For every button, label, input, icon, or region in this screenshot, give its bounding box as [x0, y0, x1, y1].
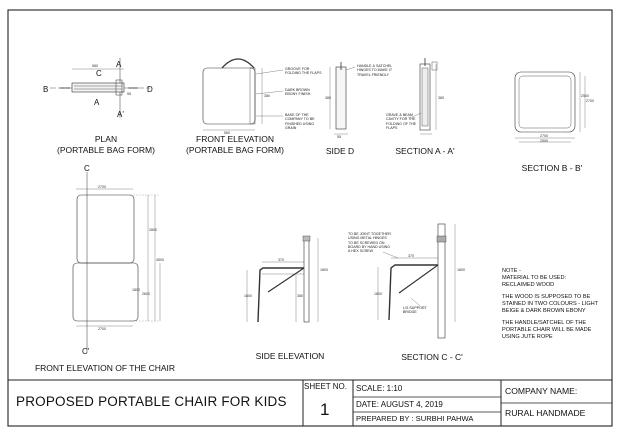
plan-label-line2: (PORTABLE BAG FORM)	[57, 145, 155, 155]
plan-view	[50, 58, 150, 118]
callout-groove: GROOVE FOR FOLDING THE FLAPS	[285, 67, 322, 76]
front-elevation-label-line1: FRONT ELEVATION	[196, 134, 274, 144]
front-elevation-chair-view	[73, 172, 160, 352]
dim-se-vertical: 380	[297, 294, 303, 298]
section-bb-label: SECTION B - B'	[521, 163, 583, 173]
dim-fe-height: 380	[264, 94, 270, 98]
dim-fe-width: 560	[224, 131, 230, 135]
dim-cc-width: 370	[408, 254, 414, 258]
prepared-by-text: PREPARED BY : SURBHI PAHWA	[356, 414, 474, 423]
dim-side-d-width: 55	[337, 135, 341, 139]
dim-fec-bottom: 2700	[98, 327, 106, 331]
marker-c: C	[96, 69, 102, 78]
marker-c-top-chair: C	[84, 164, 90, 173]
marker-a-top: A	[116, 60, 122, 69]
company-name: RURAL HANDMADE	[505, 408, 586, 418]
callout-support: L/S SUPPORT BRIDGE	[403, 306, 427, 315]
front-elevation-bag	[203, 59, 283, 130]
dim-se-depth: 1800	[244, 294, 252, 298]
side-d-view	[330, 62, 355, 134]
dim-fec-h4: 4500	[156, 258, 164, 262]
marker-a-prime: A'	[117, 110, 124, 119]
sheet-no-label: SHEET NO.	[304, 382, 347, 391]
side-elevation-view	[247, 236, 318, 322]
company-label: COMPANY NAME:	[505, 386, 578, 396]
dim-fec-h1: 2800	[149, 228, 157, 232]
dim-se-height: 1800	[320, 268, 328, 272]
note-stain: THE WOOD IS SUPPOSED TO BE STAINED IN TWO COLOURS - LIGHT BEIGE & DARK BROWN EBONY	[502, 294, 599, 314]
dim-side-d-height: 380	[325, 96, 331, 100]
drawing-title: PROPOSED PORTABLE CHAIR FOR KIDS	[16, 394, 287, 409]
side-d-label: SIDE D	[325, 146, 355, 156]
dim-bb-width-inner: 2500	[540, 139, 548, 143]
marker-d: D	[147, 85, 153, 94]
side-elevation-label: SIDE ELEVATION	[255, 351, 325, 361]
dim-fec-h3: 2600	[142, 292, 150, 296]
note-heading: NOTE -	[502, 268, 521, 274]
dim-bb-height-outer: 2700	[586, 99, 594, 103]
date-text: DATE: AUGUST 4, 2019	[356, 400, 443, 409]
callout-joint: TO BE JOINT TOGETHER USING METAL HINGES TO BE SCREWED ON BOARD BY HAND USING A HEX SCREW	[348, 232, 391, 254]
callout-dark-brown: DARK BROWN EBONY FINISH	[285, 88, 311, 97]
section-aa-label: SECTION A - A'	[395, 146, 455, 156]
marker-b: B	[43, 85, 49, 94]
section-bb-view	[515, 72, 585, 142]
dim-cc-depth: 1800	[374, 292, 382, 296]
dim-fec-h2: 1800	[132, 288, 140, 292]
dim-cc-height: 1800	[457, 268, 465, 272]
marker-a-lower: A	[94, 98, 100, 107]
callout-handle: HANDLE & SATCHEL HINGES TO MAKE IT TRAVEL FRIENDLY	[357, 64, 393, 77]
plan-label	[48, 134, 164, 156]
dim-fec-width: 2700	[98, 185, 106, 189]
dim-aa-height: 380	[438, 96, 444, 100]
front-elevation-label	[175, 134, 295, 156]
scale-text: SCALE: 1:10	[356, 384, 403, 393]
callout-base: BASE OF THE COMPANY TO BE FINISHED USING GRAIN	[285, 113, 315, 130]
marker-c-prime-chair: C'	[82, 347, 90, 356]
dim-bb-width: 2700	[540, 134, 548, 138]
front-elevation-label-line2: (PORTABLE BAG FORM)	[186, 145, 284, 155]
note-material: MATERIAL TO BE USED: RECLAIMED WOOD	[502, 275, 567, 288]
callout-cavity: GRAVE & BEAM CAVITY FOR THE FOLDING OF THE FLAPS	[386, 113, 417, 130]
section-cc-label: SECTION C - C'	[401, 352, 463, 362]
notes-block	[502, 268, 600, 346]
dim-bb-height: 2500	[581, 94, 589, 98]
front-elevation-chair-label: FRONT ELEVATION OF THE CHAIR	[34, 363, 176, 373]
dim-plan-width: 580	[92, 64, 98, 68]
dim-plan-depth: 55	[127, 92, 131, 96]
sheet-no-value: 1	[320, 400, 330, 419]
note-handle: THE HANDLE/SATCHEL OF THE PORTABLE CHAIR WILL BE MADE USING JUTE ROPE	[502, 320, 592, 340]
plan-label-line1: PLAN	[94, 134, 118, 144]
dim-se-width: 370	[278, 258, 284, 262]
